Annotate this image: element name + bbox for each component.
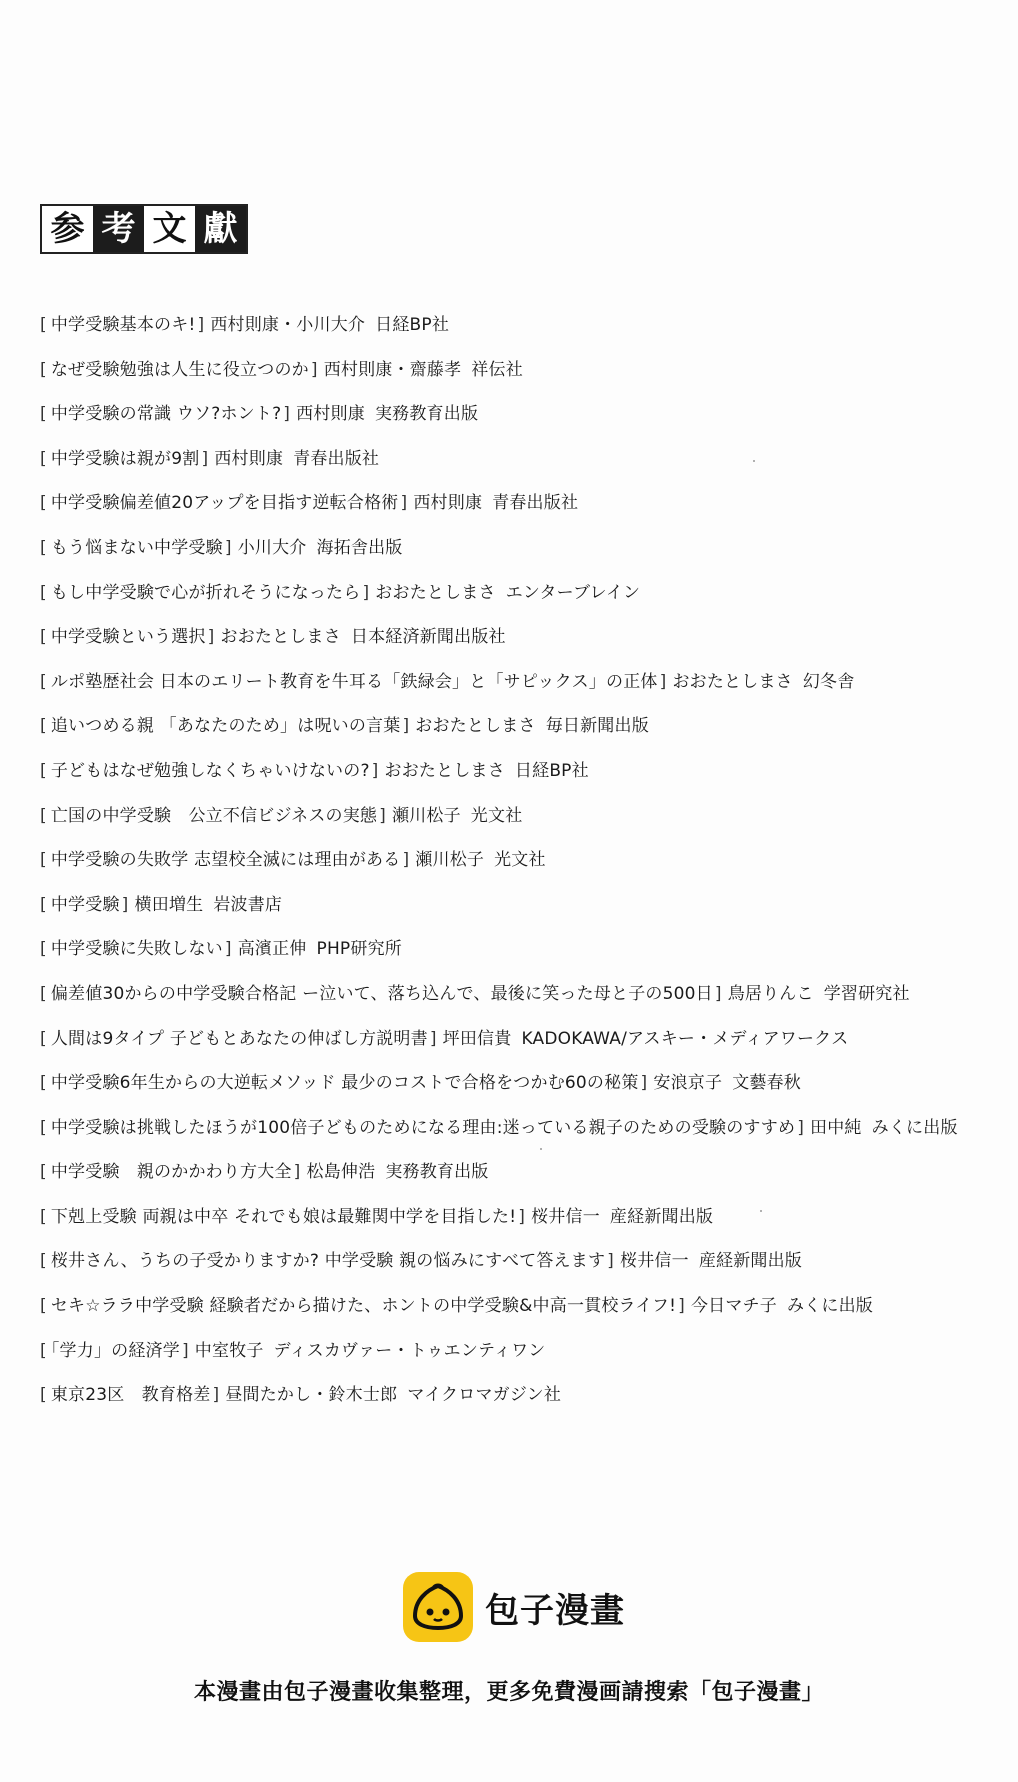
close-bracket: ] — [293, 1162, 301, 1183]
reference-item — [40, 1338, 1010, 1383]
reference-title: 中学受験の失敗学 志望校全滅には理由がある — [50, 850, 401, 871]
reference-author: 安浪京子 — [653, 1073, 723, 1094]
reference-title: 偏差値30からの中学受験合格記 ー泣いて、落ち込んで、最後に笑った母と子の500日 — [50, 983, 713, 1004]
reference-publisher: 実務教育出版 — [385, 1162, 489, 1183]
close-bracket: ] — [201, 448, 209, 469]
reference-author: 西村則康・齋藤孝 — [323, 359, 462, 380]
close-bracket: ] — [379, 805, 386, 826]
reference-item — [40, 713, 1010, 758]
close-bracket: ] — [640, 1073, 648, 1094]
reference-author: おおたとしまさ — [415, 716, 536, 737]
title-char: 獻 — [195, 206, 246, 252]
open-bracket: [ — [40, 1385, 47, 1406]
open-bracket: [ — [40, 1251, 47, 1272]
open-bracket: [ — [40, 1340, 47, 1361]
reference-author: おおたとしまさ — [384, 760, 505, 781]
reference-author: 西村則康・小川大介 — [210, 315, 366, 335]
notice-text: 本漫畫由包子漫畫收集整理，更多免費漫画請搜索「包子漫畫」 — [193, 1680, 824, 1705]
scan-speck — [540, 1148, 542, 1150]
reference-title: セキ☆ララ中学受験 経験者だから描けた、ホントの中学受験&中高一貫校ライフ! — [50, 1296, 677, 1317]
reference-item — [40, 535, 1010, 580]
open-bracket: [ — [40, 537, 47, 558]
reference-item — [40, 624, 1010, 669]
reference-author: 瀬川松子 — [415, 850, 485, 871]
reference-title: 中学受験 親のかかわり方大全 — [50, 1162, 292, 1183]
reference-publisher: エンターブレイン — [505, 582, 641, 603]
close-bracket: ] — [797, 1117, 805, 1138]
reference-publisher: 青春出版社 — [293, 448, 380, 469]
reference-title: 中学受験は挑戦したほうが100倍子どものためになる理由:迷っている親子のための受験のすすめ — [50, 1117, 796, 1138]
reference-title: もう悩まない中学受験 — [50, 537, 223, 558]
reference-title: 亡国の中学受験 公立不信ビジネスの実態 — [50, 805, 378, 826]
reference-author: 田中純 — [810, 1117, 862, 1138]
close-bracket: ] — [714, 983, 722, 1004]
title-char: 文 — [144, 206, 195, 252]
open-bracket: [ — [40, 359, 47, 380]
bun-icon — [403, 1572, 473, 1642]
reference-item — [40, 580, 1010, 625]
reference-item — [40, 1026, 1010, 1071]
title-char: 参 — [42, 206, 93, 252]
close-bracket: ] — [678, 1296, 685, 1317]
open-bracket: [ — [40, 805, 47, 826]
reference-item — [40, 669, 1010, 714]
reference-title: 追いつめる親 「あなたのため」は呪いの言葉 — [50, 716, 401, 737]
reference-author: 坪田信貴 — [442, 1028, 512, 1049]
close-bracket: ] — [197, 315, 205, 335]
reference-item — [40, 1293, 1010, 1338]
reference-author: 横田増生 — [134, 894, 204, 915]
reference-publisher: 産経新聞出版 — [609, 1206, 714, 1227]
close-bracket: ] — [310, 359, 318, 380]
reference-publisher: マイクロマガジン社 — [407, 1385, 562, 1406]
reference-publisher: 実務教育出版 — [374, 404, 479, 425]
scan-speck — [760, 1210, 762, 1212]
scan-speck — [753, 460, 755, 462]
open-bracket: [ — [40, 315, 47, 335]
reference-list — [40, 312, 1010, 1427]
reference-publisher: 学習研究社 — [823, 983, 910, 1004]
reference-publisher: 幻冬舎 — [802, 671, 855, 692]
reference-title: なぜ受験勉強は人生に役立つのか — [50, 359, 309, 380]
close-bracket: ] — [212, 1385, 220, 1406]
reference-item — [40, 1204, 1010, 1249]
open-bracket: [ — [40, 582, 47, 603]
reference-title: もし中学受験で心が折れそうになったら — [50, 582, 361, 603]
open-bracket: [ — [40, 716, 47, 737]
close-bracket: ] — [429, 1028, 437, 1049]
reference-author: 昼間たかし・鈴木士郎 — [225, 1385, 398, 1406]
reference-publisher: 海拓舎出版 — [316, 537, 403, 558]
open-bracket: [ — [40, 448, 47, 469]
reference-author: 小川大介 — [237, 537, 307, 558]
reference-item — [40, 312, 1010, 357]
reference-author: 高濱正伸 — [237, 939, 307, 960]
reference-publisher: みくに出版 — [871, 1117, 958, 1138]
reference-publisher: ディスカヴァー・トゥエンティワン — [273, 1340, 546, 1361]
reference-author: 西村則康 — [214, 448, 284, 469]
close-bracket: ] — [371, 760, 379, 781]
reference-item — [40, 446, 1010, 491]
open-bracket: [ — [40, 1206, 47, 1227]
close-bracket: ] — [362, 582, 370, 603]
close-bracket: ] — [283, 404, 291, 425]
reference-author: 中室牧子 — [194, 1340, 264, 1361]
reference-publisher: 青春出版社 — [492, 493, 579, 514]
reference-title: 中学受験という選択 — [50, 627, 206, 648]
reference-title: 子どもはなぜ勉強しなくちゃいけないの? — [50, 760, 370, 781]
close-bracket: ] — [224, 939, 232, 960]
reference-item — [40, 803, 1010, 848]
reference-title: 「学力」の経済学 — [50, 1340, 180, 1361]
reference-item — [40, 1248, 1010, 1293]
open-bracket: [ — [40, 760, 47, 781]
reference-author: 西村則康 — [296, 404, 365, 425]
reference-author: 今日マチ子 — [690, 1296, 777, 1317]
open-bracket: [ — [40, 493, 47, 514]
title-char: 考 — [93, 206, 144, 252]
reference-item — [40, 758, 1010, 803]
brand-name: 包子漫畫 — [485, 1590, 625, 1631]
close-bracket: ] — [402, 850, 410, 871]
reference-publisher: みくに出版 — [786, 1296, 873, 1317]
reference-publisher: 産経新聞出版 — [698, 1251, 803, 1272]
reference-author: 瀬川松子 — [391, 805, 461, 826]
reference-title: 中学受験の常識 ウソ?ホント? — [50, 404, 282, 425]
reference-title: 中学受験偏差値20アップを目指す逆転合格術 — [50, 493, 399, 514]
section-title — [40, 204, 248, 254]
close-bracket: ] — [518, 1206, 526, 1227]
reference-author: 西村則康 — [413, 493, 483, 514]
reference-publisher: 岩波書店 — [213, 894, 283, 915]
reference-author: おおたとしまさ — [672, 671, 793, 692]
reference-item — [40, 1159, 1010, 1204]
open-bracket: [ — [40, 983, 47, 1004]
reference-publisher: 光文社 — [494, 850, 546, 871]
reference-author: 桜井信一 — [620, 1251, 689, 1272]
open-bracket: [ — [40, 850, 47, 871]
reference-author: おおたとしまさ — [375, 582, 496, 603]
reference-author: 松島伸浩 — [306, 1162, 376, 1183]
open-bracket: [ — [40, 1296, 47, 1317]
brand-logo — [403, 1572, 625, 1642]
reference-item — [40, 401, 1010, 446]
reference-item — [40, 981, 1010, 1026]
reference-item — [40, 1382, 1010, 1427]
close-bracket: ] — [207, 627, 215, 648]
close-bracket: ] — [400, 493, 408, 514]
close-bracket: ] — [659, 671, 667, 692]
reference-title: ルポ塾歴社会 日本のエリート教育を牛耳る「鉄緑会」と「サピックス」の正体 — [50, 671, 658, 692]
reference-item — [40, 847, 1010, 892]
close-bracket: ] — [402, 716, 410, 737]
reference-title: 中学受験基本のキ! — [50, 315, 196, 335]
reference-publisher: 毎日新聞出版 — [545, 716, 649, 737]
reference-publisher: KADOKAWA/アスキー・メディアワークス — [521, 1028, 849, 1049]
reference-item — [40, 1115, 1010, 1160]
reference-title: 中学受験に失敗しない — [50, 939, 223, 960]
reference-publisher: 日経BP社 — [514, 760, 589, 781]
open-bracket: [ — [40, 671, 47, 692]
close-bracket: ] — [121, 894, 129, 915]
reference-title: 中学受験 — [50, 894, 120, 915]
reference-title: 中学受験6年生からの大逆転メソッド 最少のコストで合格をつかむ60の秘策 — [50, 1073, 639, 1094]
reference-publisher: 祥伝社 — [471, 359, 523, 380]
open-bracket: [ — [40, 627, 47, 648]
open-bracket: [ — [40, 894, 47, 915]
reference-publisher: 日経BP社 — [375, 315, 450, 335]
reference-author: 鳥居りんこ — [727, 983, 814, 1004]
reference-title: 東京23区 教育格差 — [50, 1385, 211, 1406]
reference-title: 桜井さん、うちの子受かりますか? 中学受験 親の悩みにすべて答えます — [50, 1251, 606, 1272]
reference-publisher: 光文社 — [470, 805, 523, 826]
reference-publisher: 文藝春秋 — [732, 1073, 802, 1094]
open-bracket: [ — [40, 1162, 47, 1183]
reference-item — [40, 1070, 1010, 1115]
reference-author: 桜井信一 — [531, 1206, 600, 1227]
reference-title: 中学受験は親が9割 — [50, 448, 200, 469]
reference-item — [40, 490, 1010, 535]
reference-title: 人間は9タイプ 子どもとあなたの伸ばし方説明書 — [50, 1028, 428, 1049]
reference-publisher: 日本経済新聞出版社 — [350, 627, 506, 648]
close-bracket: ] — [181, 1340, 189, 1361]
reference-item — [40, 936, 1010, 981]
open-bracket: [ — [40, 404, 47, 425]
close-bracket: ] — [607, 1251, 614, 1272]
reference-item — [40, 892, 1010, 937]
reference-title: 下剋上受験 両親は中卒 それでも娘は最難関中学を目指した! — [50, 1206, 517, 1227]
reference-publisher: PHP研究所 — [316, 939, 402, 960]
open-bracket: [ — [40, 1117, 47, 1138]
reference-author: おおたとしまさ — [220, 627, 341, 648]
open-bracket: [ — [40, 1028, 47, 1049]
reference-item — [40, 357, 1010, 402]
open-bracket: [ — [40, 1073, 47, 1094]
open-bracket: [ — [40, 939, 47, 960]
close-bracket: ] — [224, 537, 232, 558]
